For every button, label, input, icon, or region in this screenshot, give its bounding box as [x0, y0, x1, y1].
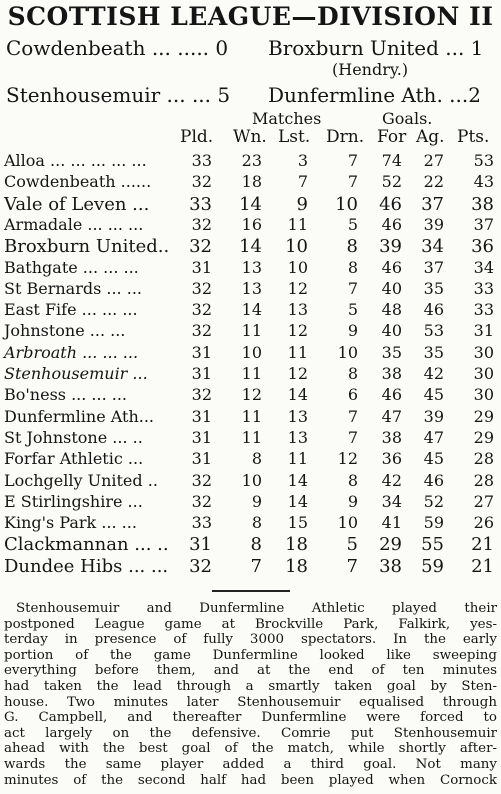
cell-ag: 55	[421, 534, 444, 556]
cell-ag: 47	[423, 427, 444, 447]
cell-pld: 32	[189, 236, 212, 258]
table-row	[4, 492, 498, 513]
cell-for: 52	[381, 172, 402, 192]
cell-pts: 33	[473, 300, 494, 320]
cell-drn: 7	[347, 172, 358, 192]
cell-ag: 39	[423, 214, 444, 234]
column-header-drn: Drn.	[326, 127, 365, 147]
cell-drn: 12	[337, 449, 358, 469]
report-line: wards the same player added a third goal. Not many	[4, 756, 497, 772]
cell-ag: 59	[423, 513, 444, 533]
cell-pts: 28	[473, 470, 494, 490]
result-scorer: (Hendry.)	[332, 60, 409, 79]
cell-wn: 8	[250, 534, 262, 556]
cell-lst: 11	[287, 214, 308, 234]
cell-for: 40	[381, 321, 402, 341]
cell-pts: 38	[471, 193, 494, 215]
cell-for: 48	[381, 300, 402, 320]
cell-for: 38	[379, 555, 402, 577]
cell-pld: 32	[191, 385, 212, 405]
cell-drn: 5	[347, 300, 358, 320]
table-row	[4, 471, 498, 492]
cell-pts: 27	[473, 491, 494, 511]
cell-drn: 9	[347, 321, 358, 341]
cell-for: 46	[381, 257, 402, 277]
cell-pts: 33	[473, 278, 494, 298]
table-row	[4, 407, 498, 428]
cell-pld: 31	[191, 427, 212, 447]
cell-pts: 43	[473, 172, 494, 192]
cell-lst: 10	[285, 236, 308, 258]
team-name: St Johnstone ... ..	[4, 427, 143, 447]
cell-wn: 14	[239, 236, 262, 258]
cell-for: 38	[381, 427, 402, 447]
cell-pts: 53	[473, 151, 494, 170]
result-cowdenbeath-broxburn	[6, 36, 496, 60]
cell-wn: 11	[241, 427, 262, 447]
cell-drn: 8	[347, 470, 358, 490]
cell-drn: 5	[347, 214, 358, 234]
column-header-for: For	[377, 127, 407, 147]
cell-wn: 11	[241, 321, 262, 341]
cell-ag: 35	[423, 278, 444, 298]
cell-lst: 11	[287, 449, 308, 469]
cell-drn: 7	[346, 555, 358, 577]
cell-ag: 46	[423, 470, 444, 490]
cell-ag: 46	[423, 300, 444, 320]
team-name: E Stirlingshire ...	[4, 491, 143, 511]
cell-drn: 8	[347, 364, 358, 383]
matches-header: Matches	[252, 109, 322, 128]
cell-ag: 27	[423, 151, 444, 170]
cell-for: 41	[381, 513, 402, 533]
team-name: Alloa ... ... ... ... ...	[4, 151, 147, 170]
table-row	[4, 556, 498, 577]
cell-for: 35	[381, 342, 402, 362]
cell-wn: 23	[241, 151, 262, 170]
column-header-pld: Pld.	[180, 127, 214, 147]
headline: SCOTTISH LEAGUE—DIVISION II	[7, 2, 494, 31]
cell-wn: 11	[241, 364, 262, 383]
cell-pld: 31	[191, 406, 212, 426]
team-name: Clackmannan ... ..	[4, 534, 169, 556]
cell-for: 29	[379, 534, 402, 556]
team-name: Vale of Leven ...	[4, 193, 150, 215]
result-home: Stenhousemuir ... ... 5	[6, 83, 231, 107]
report-line: minutes of the second half had been played when Cornock	[4, 772, 497, 788]
cell-pts: 36	[471, 236, 494, 258]
column-header-wn: Wn.	[233, 127, 267, 147]
table-row	[4, 321, 498, 342]
table-row	[4, 513, 498, 534]
cell-for: 39	[379, 236, 402, 258]
cell-wn: 11	[241, 406, 262, 426]
report-line: postponed League game at Brockville Park, Falkirk, yes-	[4, 616, 497, 632]
team-name: Lochgelly United ..	[4, 470, 158, 490]
cell-drn: 10	[337, 342, 358, 362]
cell-ag: 59	[421, 555, 444, 577]
cell-pts: 29	[473, 406, 494, 426]
cell-pld: 32	[191, 321, 212, 341]
cell-wn: 8	[251, 449, 262, 469]
cell-wn: 13	[241, 257, 262, 277]
cell-pld: 33	[191, 513, 212, 533]
cell-pts: 31	[473, 321, 494, 341]
report-line: act largely on the defensive. Comrie put Stenhousemuir	[4, 725, 497, 741]
report-line: ahead with the best goal of the match, while shortly after-	[4, 741, 497, 757]
cell-lst: 14	[287, 385, 308, 405]
table-row	[4, 385, 498, 406]
table-row	[4, 194, 498, 215]
table-row	[4, 364, 498, 385]
cell-lst: 9	[296, 193, 308, 215]
table-row	[4, 215, 498, 236]
cell-ag: 34	[421, 236, 444, 258]
cell-pts: 29	[473, 427, 494, 447]
cell-lst: 11	[287, 342, 308, 362]
cell-ag: 42	[423, 364, 444, 383]
cell-drn: 7	[347, 427, 358, 447]
report-line: house. Two minutes later Stenhousemuir equalised through	[4, 694, 497, 710]
cell-lst: 12	[287, 321, 308, 341]
cell-lst: 13	[287, 427, 308, 447]
team-name: Johnstone ... ...	[4, 321, 126, 341]
table-row	[4, 534, 498, 555]
cell-drn: 8	[347, 257, 358, 277]
cell-ag: 35	[423, 342, 444, 362]
cell-pts: 34	[473, 257, 494, 277]
result-away: Broxburn United ... 1	[268, 36, 484, 60]
team-name: Arbroath ... ... ...	[4, 342, 139, 362]
cell-ag: 37	[421, 193, 444, 215]
cell-pld: 33	[191, 151, 212, 170]
cell-lst: 10	[287, 257, 308, 277]
table-row	[4, 236, 498, 257]
cell-wn: 13	[241, 278, 262, 298]
cell-pld: 32	[189, 555, 212, 577]
cell-for: 46	[381, 385, 402, 405]
cell-drn: 6	[347, 385, 358, 405]
cell-wn: 7	[250, 555, 262, 577]
team-name: Armadale ... ... ...	[4, 214, 144, 234]
team-name: Cowdenbeath ......	[4, 172, 152, 192]
cell-lst: 18	[285, 555, 308, 577]
cell-pts: 30	[473, 385, 494, 405]
cell-for: 74	[381, 151, 402, 170]
table-row	[4, 343, 498, 364]
cell-wn: 14	[241, 300, 262, 320]
report-line: everything before them, and at the end of ten minutes	[4, 663, 497, 679]
cell-pts: 21	[471, 555, 494, 577]
cell-pld: 31	[191, 449, 212, 469]
cell-ag: 39	[423, 406, 444, 426]
team-name: St Bernards ... ...	[4, 278, 142, 298]
column-header-pts: Pts.	[457, 127, 490, 147]
cell-pld: 31	[189, 534, 212, 556]
cell-ag: 53	[423, 321, 444, 341]
cell-wn: 16	[241, 214, 262, 234]
team-name: Dunfermline Ath...	[4, 406, 155, 426]
cell-ag: 37	[423, 257, 444, 277]
team-name: Bathgate ... ... ...	[4, 257, 139, 277]
cell-drn: 10	[335, 193, 358, 215]
table-row	[4, 428, 498, 449]
team-name: Dundee Hibs ... ...	[4, 555, 169, 577]
cell-for: 40	[381, 278, 402, 298]
cell-lst: 15	[287, 513, 308, 533]
cell-ag: 45	[423, 449, 444, 469]
cell-for: 34	[381, 491, 402, 511]
cell-ag: 45	[423, 385, 444, 405]
table-row	[4, 279, 498, 300]
cell-drn: 8	[346, 236, 358, 258]
table-row	[4, 172, 498, 193]
cell-for: 42	[381, 470, 402, 490]
cell-pld: 32	[191, 172, 212, 192]
team-name: King's Park ... ...	[4, 513, 137, 533]
cell-drn: 5	[346, 534, 358, 556]
cell-lst: 3	[297, 151, 308, 170]
cell-lst: 18	[285, 534, 308, 556]
result-home: Cowdenbeath ... ..... 0	[6, 36, 229, 60]
cell-pld: 33	[189, 193, 212, 215]
cell-drn: 10	[337, 513, 358, 533]
cell-for: 46	[379, 193, 402, 215]
cell-pld: 32	[191, 491, 212, 511]
table-row	[4, 300, 498, 321]
report-line: terday in presence of fully 3000 spectators. In the early	[4, 632, 497, 648]
cell-wn: 14	[239, 193, 262, 215]
cell-wn: 10	[241, 470, 262, 490]
cell-wn: 18	[241, 172, 262, 192]
result-stenhousemuir-dunfermline	[6, 83, 496, 107]
cell-pts: 28	[473, 449, 494, 469]
team-name: Bo'ness ... ... ...	[4, 385, 128, 405]
cell-lst: 14	[287, 470, 308, 490]
cell-ag: 22	[423, 172, 444, 192]
cell-wn: 8	[251, 513, 262, 533]
cell-pld: 31	[191, 342, 212, 362]
cell-wn: 12	[241, 385, 262, 405]
report-line: Stenhousemuir and Dunfermline Athletic played their	[16, 601, 497, 616]
report-line: G. Campbell, and thereafter Dunfermline were forced to	[4, 710, 497, 726]
cell-wn: 9	[251, 491, 262, 511]
report-line: had taken the lead through a smartly taken goal by Sten-	[4, 678, 497, 694]
cell-pld: 32	[191, 214, 212, 234]
match-report	[4, 601, 497, 788]
divider-rule	[212, 590, 290, 592]
team-name: Broxburn United..	[4, 236, 170, 258]
cell-ag: 52	[423, 491, 444, 511]
cell-for: 38	[381, 364, 402, 383]
cell-pld: 32	[191, 470, 212, 490]
team-name: Forfar Athletic ...	[4, 449, 144, 469]
table-row	[4, 151, 498, 172]
cell-lst: 13	[287, 300, 308, 320]
cell-lst: 7	[297, 172, 308, 192]
table-row	[4, 449, 498, 470]
table-row	[4, 258, 498, 279]
cell-lst: 12	[287, 278, 308, 298]
report-line: portion of the game Dunfermline looked like sweeping	[4, 647, 497, 663]
cell-pld: 31	[191, 257, 212, 277]
cell-pts: 37	[473, 214, 494, 234]
cell-pts: 21	[471, 534, 494, 556]
cell-pts: 30	[473, 364, 494, 383]
cell-drn: 7	[347, 151, 358, 170]
result-away: Dunfermline Ath. ...2	[268, 83, 481, 107]
team-name: Stenhousemuir ...	[4, 364, 148, 383]
column-header-ag: Ag.	[416, 127, 445, 147]
cell-drn: 9	[347, 491, 358, 511]
cell-pts: 30	[473, 342, 494, 362]
cell-drn: 7	[347, 406, 358, 426]
cell-lst: 13	[287, 406, 308, 426]
column-header-lst: Lst.	[278, 127, 311, 147]
cell-pld: 32	[191, 278, 212, 298]
cell-pld: 31	[191, 364, 212, 383]
cell-for: 47	[381, 406, 402, 426]
cell-lst: 14	[287, 491, 308, 511]
goals-header: Goals.	[382, 109, 433, 128]
cell-wn: 10	[241, 342, 262, 362]
cell-drn: 7	[347, 278, 358, 298]
team-name: East Fife ... ... ...	[4, 300, 138, 320]
cell-for: 46	[381, 214, 402, 234]
cell-lst: 12	[287, 364, 308, 383]
cell-for: 36	[381, 449, 402, 469]
cell-pld: 32	[191, 300, 212, 320]
cell-pts: 26	[473, 513, 494, 533]
